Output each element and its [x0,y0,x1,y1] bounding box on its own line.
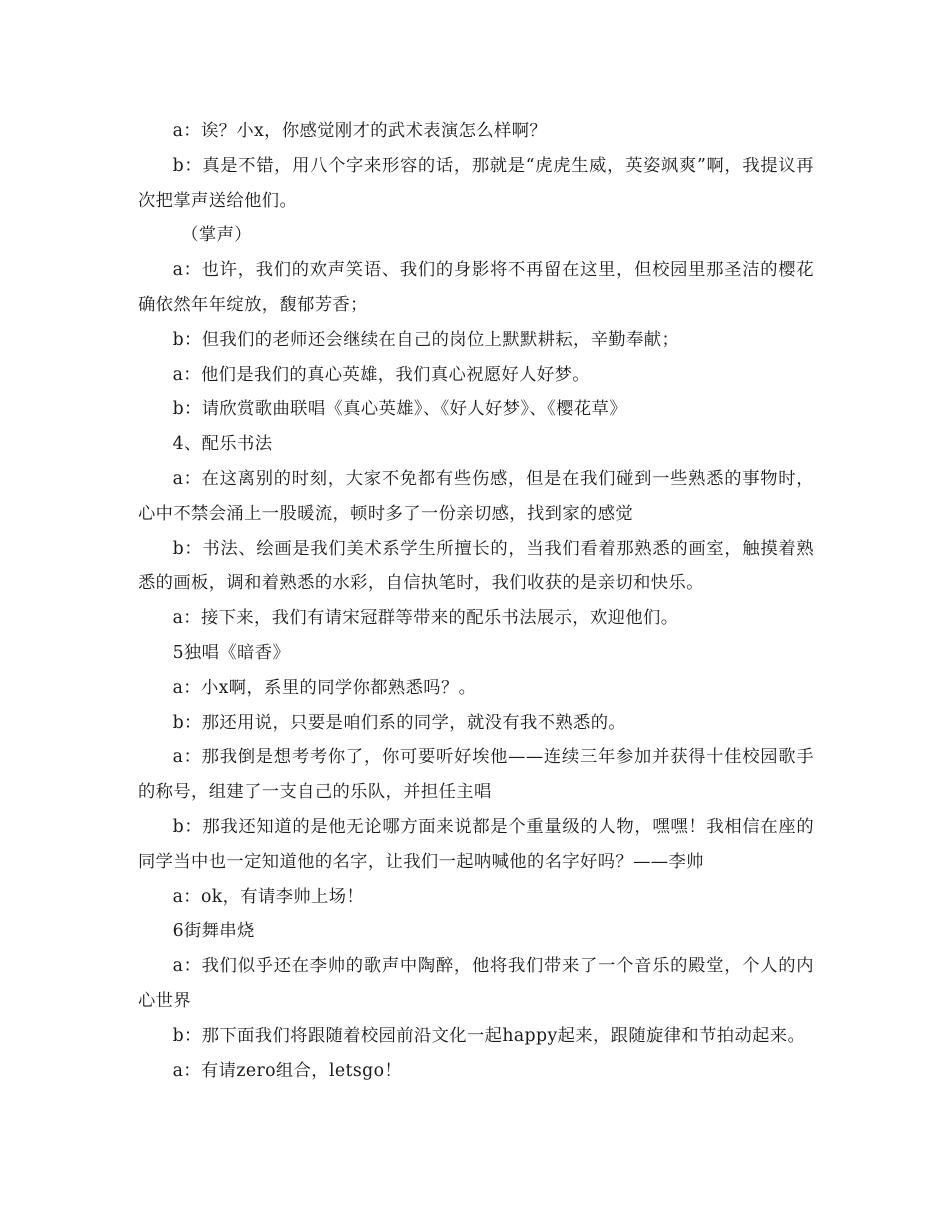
dialog-line: a：在这离别的时刻，大家不免都有些伤感，但是在我们碰到一些熟悉的事物时，心中不禁会涌上一股暖流，顿时多了一份亲切感，找到家的感觉 [138,468,814,524]
dialog-line: a：小x啊，系里的同学你都熟悉吗？。 [172,677,477,698]
dialog-line: b：书法、绘画是我们美术系学生所擅长的，当我们看着那熟悉的画室，触摸着熟悉的画板，调和着熟悉的水彩，自信执笔时，我们收获的是亲切和快乐。 [138,538,814,594]
dialog-line: b：请欣赏歌曲联唱《真心英雄》、《好人好梦》、《樱花草》 [172,399,627,420]
dialog-line: a：ok，有请李帅上场！ [172,886,365,907]
dialog-line: b：那还用说，只要是咱们系的同学，就没有我不熟悉的。 [172,712,627,733]
dialog-line: b：但我们的老师还会继续在自己的岗位上默默耕耘，辛勤奉献； [172,329,680,350]
dialog-line: b：真是不错，用八个字来形容的话，那就是“虎虎生威，英姿飒爽”啊，我提议再次把掌声送给他们。 [138,155,814,211]
program-heading: 4、配乐书法 [172,434,273,455]
dialog-line: a：有请zero组合，letsgo！ [172,1060,403,1081]
document-body [138,114,814,1088]
dialog-line: a：他们是我们的真心英雄，我们真心祝愿好人好梦。 [172,364,590,385]
dialog-line: b：那下面我们将跟随着校园前沿文化一起happy起来，跟随旋律和节拍动起来。 [172,1025,806,1046]
dialog-line: a：诶？小x，你感觉刚才的武术表演怎么样啊？ [172,121,548,141]
program-heading: 5独唱《暗香》 [172,642,291,663]
dialog-line: a：那我倒是想考考你了，你可要听好埃他——连续三年参加并获得十佳校园歌手的称号，组建了一支自己的乐队，并担任主唱 [138,747,814,803]
dialog-line: a：也许，我们的欢声笑语、我们的身影将不再留在这里，但校园里那圣洁的樱花确依然年年绽放，馥郁芳香； [138,260,814,315]
dialog-line: b：那我还知道的是他无论哪方面来说都是个重量级的人物，嘿嘿！我相信在座的同学当中也一定知道他的名字，让我们一起呐喊他的名字好吗？——李帅 [138,816,814,872]
stage-direction: （掌声） [181,225,252,246]
dialog-line: a：我们似乎还在李帅的歌声中陶醉，他将我们带来了一个音乐的殿堂，个人的内心世界 [138,956,814,1011]
program-heading: 6街舞串烧 [172,921,255,942]
dialog-line: a：接下来，我们有请宋冠群等带来的配乐书法展示，欢迎他们。 [172,608,679,629]
